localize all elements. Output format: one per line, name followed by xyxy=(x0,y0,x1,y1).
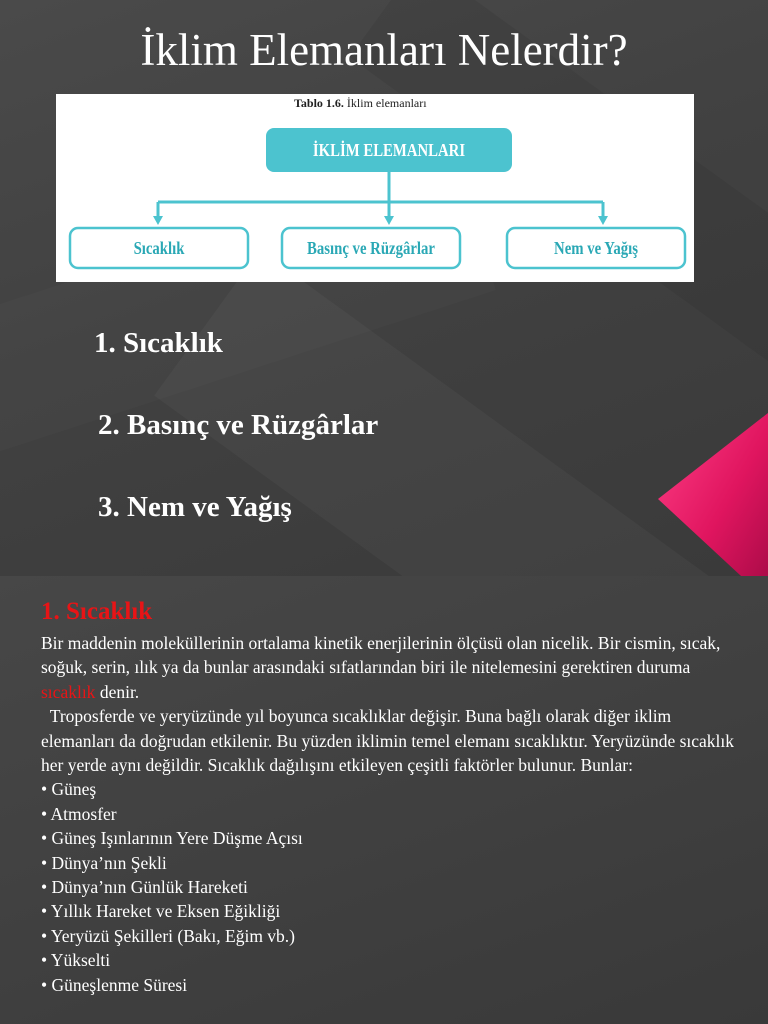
list-item-1: 1. Sıcaklık xyxy=(94,327,223,359)
slide-title: İklim Elemanları Nelerdir? xyxy=(140,25,628,75)
arrow-head-middle xyxy=(384,216,394,225)
list-item: • Güneşlenme Süresi xyxy=(41,974,188,995)
climate-elements-table xyxy=(56,94,694,282)
list-item: • Yeryüzü Şekilleri (Bakı, Eğim vb.) xyxy=(41,925,296,946)
decorative-pink-triangle xyxy=(658,413,768,576)
arrow-head-right xyxy=(598,216,608,225)
paragraph-factors: Troposferde ve yeryüzünde yıl boyunca sıcaklıklar değişir. Buna bağlı olarak diğer iklim elemanları da doğrudan etkilenir. Bu yüzden iklimin temel elemanı sıcaklıktır. Yeryüzünde sıcaklık her yerde aynı değildir. Sıcaklık dağılışını etkileyen çeşitli faktörler bulunur. Bunlar: xyxy=(41,706,739,776)
paragraph-definition-end: denir. xyxy=(95,681,140,702)
list-item-3: 3. Nem ve Yağış xyxy=(98,491,292,523)
body-text xyxy=(41,631,741,997)
paragraph-definition xyxy=(41,631,741,704)
slide-2 xyxy=(0,576,768,1024)
child-node-label-1: Sıcaklık xyxy=(133,238,185,258)
child-node-label-3: Nem ve Yağış xyxy=(554,238,638,258)
highlighted-term: sıcaklık xyxy=(41,681,96,702)
table-caption-text: İklim elemanları xyxy=(346,96,427,110)
list-item: • Yükselti xyxy=(41,950,111,971)
root-node-label: İKLİM ELEMANLARI xyxy=(312,140,466,160)
list-item: • Güneş Işınlarının Yere Düşme Açısı xyxy=(41,828,303,849)
table-caption-number: Tablo 1.6. xyxy=(294,96,344,110)
list-item: • Dünya’nın Şekli xyxy=(41,852,167,873)
table-caption xyxy=(294,95,427,111)
child-node-label-2: Basınç ve Rüzgârlar xyxy=(307,238,435,258)
list-item: • Yıllık Hareket ve Eksen Eğikliği xyxy=(41,901,281,922)
list-item-2: 2. Basınç ve Rüzgârlar xyxy=(98,409,379,441)
arrow-head-left xyxy=(153,216,163,225)
factor-list xyxy=(41,777,741,997)
list-item: • Dünya’nın Günlük Hareketi xyxy=(41,877,248,898)
list-item: • Atmosfer xyxy=(41,803,117,824)
list-item: • Güneş xyxy=(41,779,97,800)
section-heading: 1. Sıcaklık xyxy=(41,598,153,625)
paragraph-definition-start: Bir maddenin moleküllerinin ortalama kinetik enerjilerinin ölçüsü olan nicelik. Bir cismin, sıcak, soğuk, serin, ılık ya da bunlar arasındaki sıfatlarından biri ile nitelemesini gerektiren duruma xyxy=(41,633,721,678)
